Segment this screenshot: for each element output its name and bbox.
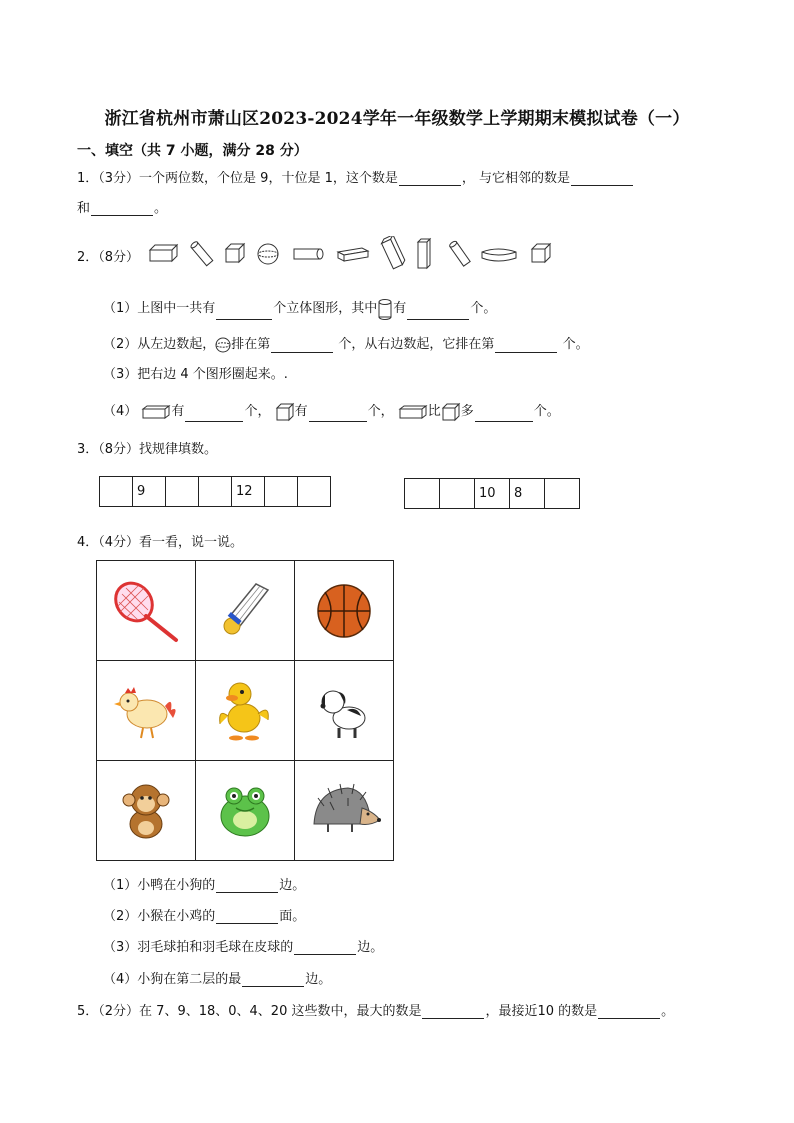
q2-blank-3[interactable] <box>271 339 333 353</box>
q4-sub3-suffix: 边。 <box>357 940 384 955</box>
q4-sub4-text: （4）小狗在第二层的最 <box>103 972 242 987</box>
q2-sub1-text-d: 个。 <box>470 301 497 316</box>
q1-blank-1[interactable] <box>399 172 461 186</box>
q2-sub4-text-h: 个。 <box>533 404 560 419</box>
cuboid-icon <box>338 248 368 261</box>
q1-line2-suffix: 。 <box>154 201 168 216</box>
q4-sub2 <box>103 905 305 924</box>
q2-sub2 <box>103 333 589 353</box>
grid-cell[interactable] <box>100 477 133 507</box>
q2-sub4-text-f: 比 <box>427 404 441 419</box>
grid-cell: 9 <box>133 477 166 507</box>
grid-cell[interactable] <box>405 479 440 509</box>
q2-sub2-text: （2）从左边数起， <box>103 337 216 352</box>
cell-racket <box>97 561 196 661</box>
q2-sub2-text-d: 个。 <box>558 337 589 352</box>
cell-monkey <box>97 761 196 861</box>
duck-icon <box>210 676 280 746</box>
cylinder-icon <box>482 249 516 261</box>
chicken-icon <box>111 676 181 746</box>
q4-sub1 <box>103 874 305 893</box>
section-heading: 一、填空（共 7 小题，满分 28 分） <box>77 143 308 159</box>
q5-suffix: 。 <box>661 1004 675 1019</box>
dog-icon <box>309 676 379 746</box>
q1-blank-2[interactable] <box>571 172 633 186</box>
q2-blank-2[interactable] <box>407 306 469 320</box>
q2-sub4-text-b: 有 <box>171 404 185 419</box>
sphere-icon <box>215 337 231 353</box>
grid-cell[interactable] <box>298 477 331 507</box>
q4-sub2-text: （2）小猴在小鸡的 <box>103 909 216 924</box>
q2-sub1 <box>103 297 496 320</box>
q4-blank-4[interactable] <box>242 973 304 987</box>
q1-blank-3[interactable] <box>91 202 153 216</box>
q4-sub3 <box>103 936 383 955</box>
cube-icon <box>275 402 295 422</box>
q2-sub4-text-g: 多 <box>460 404 474 419</box>
q2-sub2-text-b: 排在第 <box>231 337 271 352</box>
q4-sub3-text: （3）羽毛球拍和羽毛球在皮球的 <box>103 940 294 955</box>
sequence-grid-1 <box>99 476 331 507</box>
hedgehog-icon <box>304 776 384 846</box>
q4-blank-2[interactable] <box>216 910 278 924</box>
q1-line2-prefix: 和 <box>77 201 91 216</box>
grid-cell[interactable] <box>199 477 232 507</box>
grid-cell: 12 <box>232 477 265 507</box>
cuboid-icon <box>150 245 177 261</box>
q2-sub1-text: （1）上图中一共有 <box>103 301 216 316</box>
cuboid-icon <box>418 239 430 268</box>
q4-sub1-suffix: 边。 <box>279 878 306 893</box>
grid-cell[interactable] <box>545 479 580 509</box>
q1-text: 1．（3分）一个两位数，个位是 9，十位是 1，这个数是 <box>77 171 398 186</box>
shapes-row <box>146 236 556 272</box>
grid-cell[interactable] <box>166 477 199 507</box>
shuttlecock-icon <box>210 576 280 646</box>
question-1 <box>77 167 634 186</box>
grid-cell[interactable] <box>440 479 475 509</box>
q4-sub4 <box>103 968 331 987</box>
q2-blank-5[interactable] <box>185 408 243 422</box>
question-1-line2 <box>77 197 167 216</box>
cuboid-icon <box>398 404 428 420</box>
q2-blank-7[interactable] <box>475 408 533 422</box>
racket-icon <box>106 576 186 646</box>
q2-blank-4[interactable] <box>495 339 557 353</box>
cylinder-icon <box>377 298 393 320</box>
q5-mid: ，最接近10 的数是 <box>485 1004 598 1019</box>
cell-hedgehog <box>294 761 393 861</box>
q5-text: 5．（2分）在 7、9、18、0、4、20 这些数中，最大的数是 <box>77 1004 422 1019</box>
q2-blank-1[interactable] <box>216 306 272 320</box>
q3-label: 3．（8分）找规律填数。 <box>77 442 218 457</box>
q5-blank-1[interactable] <box>422 1005 484 1019</box>
question-5 <box>77 1000 674 1019</box>
q2-label: 2．（8分） <box>77 250 140 265</box>
q2-sub1-text-c: 有 <box>393 301 407 316</box>
q4-sub2-suffix: 面。 <box>279 909 306 924</box>
cell-frog <box>196 761 295 861</box>
q4-sub4-suffix: 边。 <box>305 972 332 987</box>
sequence-grid-2 <box>404 478 580 509</box>
q4-blank-3[interactable] <box>294 941 356 955</box>
grid-cell: 10 <box>475 479 510 509</box>
cell-duck <box>196 661 295 761</box>
cube-icon <box>532 244 550 262</box>
cylinder-icon <box>190 241 213 266</box>
cylinder-icon <box>294 249 323 259</box>
q2-sub2-text-c: 个，从右边数起，它排在第 <box>334 337 495 352</box>
q4-label: 4．（4分）看一看，说一说。 <box>77 535 244 550</box>
q2-blank-6[interactable] <box>309 408 367 422</box>
cube-icon <box>226 244 244 262</box>
cuboid-icon <box>141 404 171 420</box>
monkey-icon <box>111 776 181 846</box>
grid-cell: 8 <box>510 479 545 509</box>
grid-cell[interactable] <box>265 477 298 507</box>
shapes-figure <box>146 236 556 272</box>
picture-grid <box>96 560 394 861</box>
q2-sub4-text-e: 个， <box>367 404 394 419</box>
cell-basketball <box>294 561 393 661</box>
q2-sub4-text-c: 个， <box>244 404 271 419</box>
q4-blank-1[interactable] <box>216 879 278 893</box>
cell-shuttlecock <box>196 561 295 661</box>
cylinder-icon <box>449 240 470 266</box>
cell-dog <box>294 661 393 761</box>
cell-chicken <box>97 661 196 761</box>
q4-sub1-text: （1）小鸭在小狗的 <box>103 878 216 893</box>
sphere-icon <box>258 244 278 264</box>
q2-sub4-text: （4） <box>103 404 138 419</box>
q5-blank-2[interactable] <box>598 1005 660 1019</box>
q2-sub1-text-b: 个立体图形，其中 <box>273 301 378 316</box>
basketball-icon <box>309 576 379 646</box>
q2-sub3: （3）把右边 4 个图形圈起来。. <box>103 367 288 382</box>
frog-icon <box>210 776 280 846</box>
cuboid-icon <box>380 236 406 269</box>
cube-icon <box>441 402 461 422</box>
q2-sub4-text-d: 有 <box>294 404 308 419</box>
page-title: 浙江省杭州市萧山区2023-2024学年一年级数学上学期期末模拟试卷（一） <box>104 109 690 129</box>
q2-sub4 <box>103 400 560 422</box>
q1-mid: ， 与它相邻的数是 <box>461 171 570 186</box>
